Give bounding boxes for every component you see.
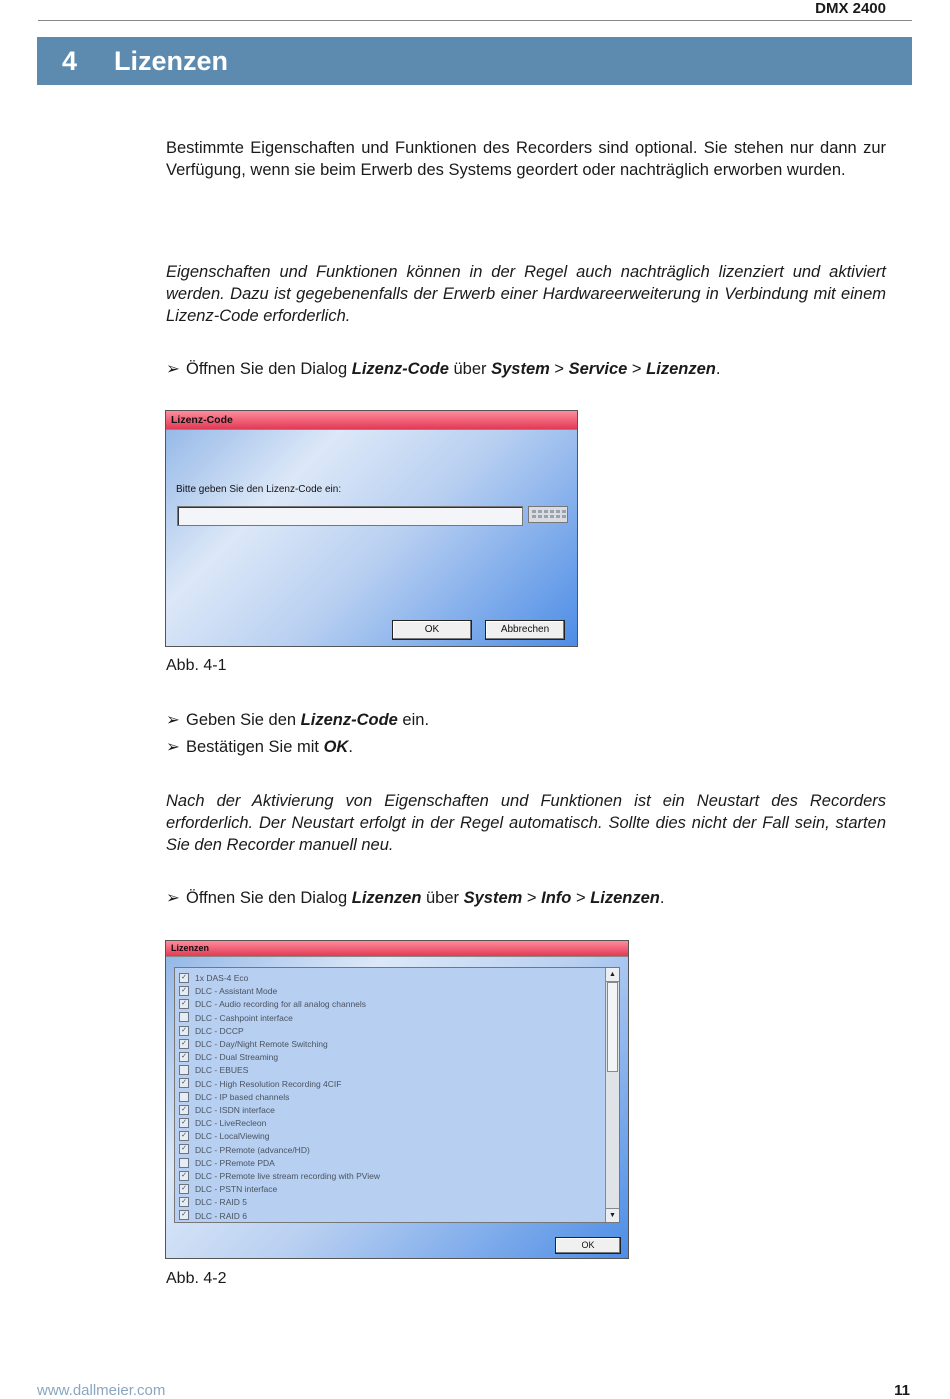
checked-checkbox-icon[interactable]: ✓ xyxy=(179,1052,189,1062)
checked-checkbox-icon[interactable]: ✓ xyxy=(179,1078,189,1088)
license-item-label: DLC - LocalViewing xyxy=(195,1131,270,1142)
license-list-item[interactable] xyxy=(179,1064,248,1077)
checked-checkbox-icon[interactable]: ✓ xyxy=(179,986,189,996)
license-item-label: DLC - Dual Streaming xyxy=(195,1052,279,1063)
license-list-item[interactable] xyxy=(179,1183,277,1196)
license-list-item[interactable] xyxy=(179,1051,278,1064)
chapter-number: 4 xyxy=(62,46,78,76)
unchecked-checkbox-icon[interactable] xyxy=(179,1012,189,1022)
cancel-button[interactable]: Abbrechen xyxy=(485,620,565,640)
ok-button[interactable]: OK xyxy=(555,1237,621,1254)
license-item-label: DLC - Cashpoint interface xyxy=(195,1012,293,1023)
checked-checkbox-icon[interactable]: ✓ xyxy=(179,999,189,1009)
license-item-label: DLC - PRemote PDA xyxy=(195,1157,275,1168)
document-model: DMX 2400 xyxy=(815,0,886,17)
checked-checkbox-icon[interactable]: ✓ xyxy=(179,1210,189,1220)
license-list-item[interactable] xyxy=(179,1104,275,1117)
checked-checkbox-icon[interactable]: ✓ xyxy=(179,1197,189,1207)
scroll-up-icon[interactable]: ▲ xyxy=(606,968,619,982)
license-list-item[interactable] xyxy=(179,1170,380,1183)
license-list-item[interactable] xyxy=(179,1091,289,1104)
instruction-confirm-ok: ➢ Bestätigen Sie mit OK. xyxy=(166,738,353,756)
license-list-item[interactable] xyxy=(179,1012,293,1025)
footer-url[interactable]: www.dallmeier.com xyxy=(37,1382,166,1399)
checked-checkbox-icon[interactable]: ✓ xyxy=(179,1171,189,1181)
bullet-arrow-icon: ➢ xyxy=(166,711,180,729)
ok-button[interactable]: OK xyxy=(392,620,472,640)
intro-paragraph-1: Bestimmte Eigenschaften und Funktionen des Recorders sind optional. Sie stehen nur dann zur Verfügung, wenn sie beim Erwerb des Systems geordert oder nachträglich erworben wurden. xyxy=(166,139,886,179)
checked-checkbox-icon[interactable]: ✓ xyxy=(179,973,189,983)
license-item-label: 1x DAS-4 Eco xyxy=(195,973,249,983)
license-list[interactable] xyxy=(174,967,620,1223)
license-item-label: DLC - DCCP xyxy=(195,1025,244,1036)
scroll-thumb[interactable] xyxy=(607,982,618,1072)
license-list-item[interactable] xyxy=(179,1078,341,1091)
license-list-item[interactable] xyxy=(179,972,248,985)
license-item-label: DLC - EBUES xyxy=(195,1065,249,1076)
dialog-title: Lizenz-Code xyxy=(166,411,577,430)
unchecked-checkbox-icon[interactable] xyxy=(179,1158,189,1168)
bullet-arrow-icon: ➢ xyxy=(166,889,180,907)
license-item-label: DLC - LiveRecleon xyxy=(195,1118,267,1129)
license-list-item[interactable] xyxy=(179,1144,310,1157)
checked-checkbox-icon[interactable]: ✓ xyxy=(179,1105,189,1115)
checked-checkbox-icon[interactable]: ✓ xyxy=(179,1144,189,1154)
license-item-label: DLC - PSTN interface xyxy=(195,1184,278,1195)
figure-caption-4-1: Abb. 4-1 xyxy=(166,657,227,674)
page-number: 11 xyxy=(894,1382,910,1399)
license-item-label: DLC - PRemote live stream recording with PView xyxy=(195,1171,381,1181)
license-item-label: DLC - High Resolution Recording 4CIF xyxy=(195,1078,342,1089)
bullet-arrow-icon: ➢ xyxy=(166,738,180,756)
unchecked-checkbox-icon[interactable] xyxy=(179,1065,189,1075)
license-code-label: Bitte geben Sie den Lizenz-Code ein: xyxy=(176,484,342,495)
checked-checkbox-icon[interactable]: ✓ xyxy=(179,1039,189,1049)
chapter-title: Lizenzen xyxy=(114,46,229,76)
license-list-item[interactable] xyxy=(179,1038,328,1051)
license-item-label: DLC - Assistant Mode xyxy=(195,986,278,997)
license-item-label: DLC - Day/Night Remote Switching xyxy=(195,1039,328,1049)
license-item-label: DLC - RAID 5 xyxy=(195,1197,247,1208)
list-scrollbar[interactable] xyxy=(605,968,619,1222)
license-list-item[interactable] xyxy=(179,1117,266,1130)
checked-checkbox-icon[interactable]: ✓ xyxy=(179,1118,189,1128)
license-list-item[interactable] xyxy=(179,1157,275,1170)
checked-checkbox-icon[interactable]: ✓ xyxy=(179,1026,189,1036)
license-item-label: DLC - Audio recording for all analog channels xyxy=(195,999,367,1010)
scroll-down-icon[interactable]: ▼ xyxy=(606,1208,619,1222)
restart-note: Nach der Aktivierung von Eigenschaften und Funktionen ist ein Neustart des Recorders erforderlich. Der Neustart erfolgt in der Regel automatisch. Sollte dies nicht der Fall sein, starten Sie den Recorder manuell neu. xyxy=(166,792,886,854)
checked-checkbox-icon[interactable]: ✓ xyxy=(179,1131,189,1141)
figure-caption-4-2: Abb. 4-2 xyxy=(166,1270,227,1287)
checked-checkbox-icon[interactable]: ✓ xyxy=(179,1184,189,1194)
license-list-item[interactable] xyxy=(179,1130,270,1143)
instruction-open-license-code: ➢ Öffnen Sie den Dialog Lizenz-Code über System > Service > Lizenzen. xyxy=(166,360,721,378)
unchecked-checkbox-icon[interactable] xyxy=(179,1092,189,1102)
license-item-label: DLC - PRemote (advance/HD) xyxy=(195,1144,310,1155)
dialog-title: Lizenzen xyxy=(166,941,628,957)
license-item-label: DLC - ISDN interface xyxy=(195,1105,275,1115)
license-list-item[interactable] xyxy=(179,985,277,998)
license-code-dialog xyxy=(165,410,578,647)
licenses-dialog xyxy=(165,940,629,1259)
license-item-label: DLC - IP based channels xyxy=(195,1091,290,1102)
license-list-item[interactable] xyxy=(179,1025,244,1038)
keyboard-icon[interactable] xyxy=(528,506,568,523)
license-item-label: DLC - RAID 6 xyxy=(195,1210,247,1221)
instruction-open-licenses: ➢ Öffnen Sie den Dialog Lizenzen über System > Info > Lizenzen. xyxy=(166,889,665,907)
license-list-item[interactable] xyxy=(179,1210,247,1223)
instruction-enter-code: ➢ Geben Sie den Lizenz-Code ein. xyxy=(166,711,430,729)
chapter-header xyxy=(37,37,912,85)
license-list-item[interactable] xyxy=(179,998,366,1011)
intro-paragraph-2: Eigenschaften und Funktionen können in der Regel auch nachträglich lizenziert und aktiviert werden. Dazu ist gegebenenfalls der Erwerb einer Hardwareerweiterung in Verbindung mit einem Lizenz-Code erforderlich. xyxy=(166,263,886,325)
license-list-item[interactable] xyxy=(179,1196,247,1209)
header-rule xyxy=(38,20,912,21)
bullet-arrow-icon: ➢ xyxy=(166,360,180,378)
license-code-input[interactable] xyxy=(177,506,523,526)
